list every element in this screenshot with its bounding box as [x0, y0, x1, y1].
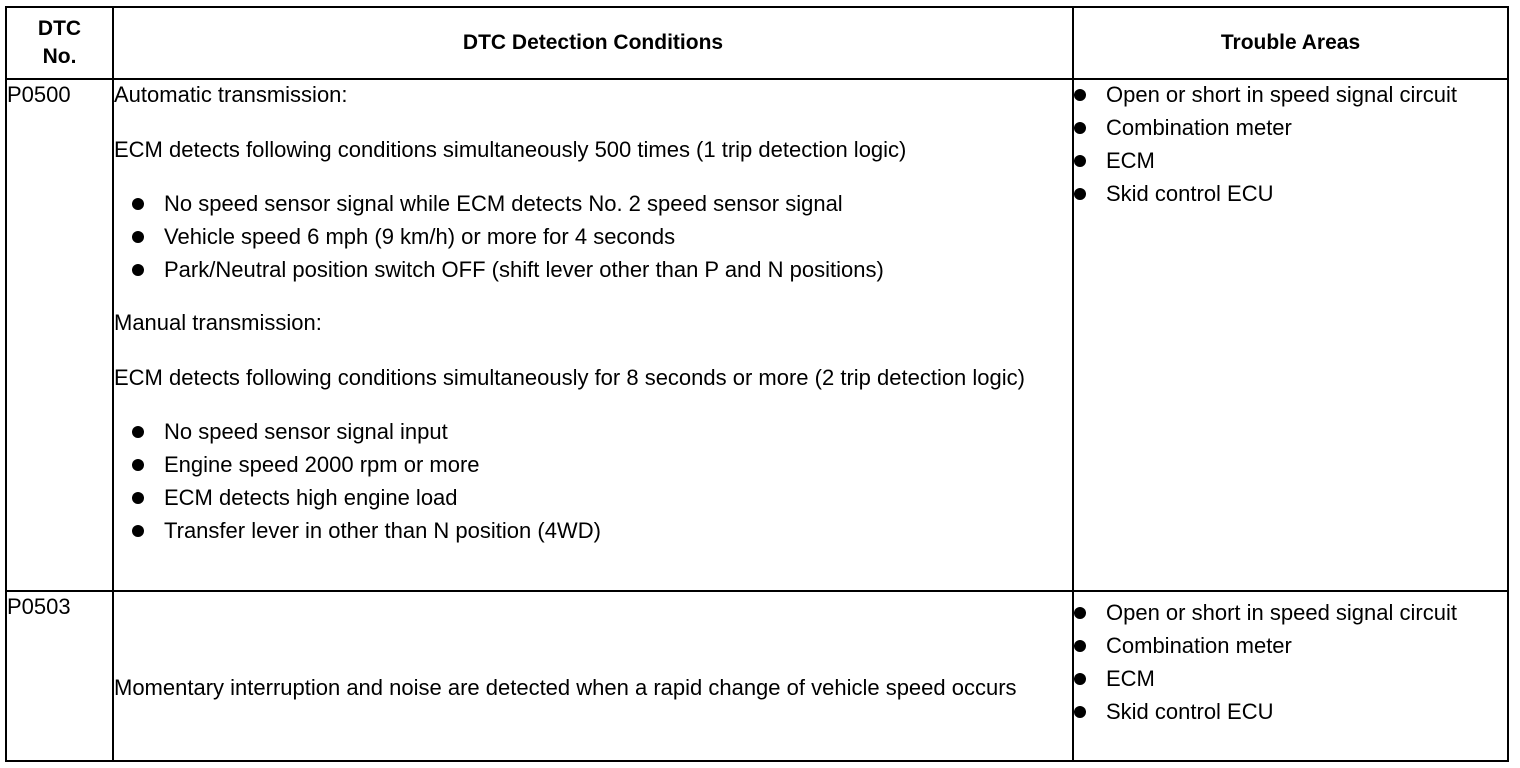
dtc-table	[5, 6, 1509, 762]
dtc-code: P0503	[6, 591, 113, 761]
list-item: No speed sensor signal while ECM detects No. 2 speed sensor signal	[132, 187, 1072, 220]
condition-text: Momentary interruption and noise are detected when a rapid change of vehicle speed occurs	[114, 675, 1017, 700]
header-trouble-areas: Trouble Areas	[1073, 7, 1508, 79]
header-row	[6, 7, 1508, 79]
header-dtc-no	[6, 7, 113, 79]
list-item: ECM	[1074, 664, 1507, 694]
list-item: Transfer lever in other than N position (4WD)	[132, 514, 1072, 547]
trouble-areas-list	[1074, 80, 1507, 209]
automatic-intro: ECM detects following conditions simultaneously 500 times (1 trip detection logic)	[114, 137, 907, 162]
list-item: Open or short in speed signal circuit	[1074, 80, 1507, 110]
list-item: ECM detects high engine load	[132, 481, 1072, 514]
detection-conditions-cell	[113, 591, 1073, 761]
list-item: Skid control ECU	[1074, 697, 1507, 727]
list-item: Skid control ECU	[1074, 179, 1507, 209]
list-item: Combination meter	[1074, 631, 1507, 661]
manual-heading: Manual transmission:	[114, 310, 322, 335]
manual-conditions-list	[132, 415, 1072, 547]
manual-intro: ECM detects following conditions simultaneously for 8 seconds or more (2 trip detection logic)	[114, 365, 1025, 390]
list-item: No speed sensor signal input	[132, 415, 1072, 448]
table-row-p0500	[6, 79, 1508, 591]
detection-conditions-cell	[113, 79, 1073, 591]
list-item: ECM	[1074, 146, 1507, 176]
trouble-areas-cell	[1073, 591, 1508, 761]
list-item: Park/Neutral position switch OFF (shift lever other than P and N positions)	[132, 253, 1072, 286]
header-conditions: DTC Detection Conditions	[113, 7, 1073, 79]
table-row-p0503	[6, 591, 1508, 761]
dtc-code: P0500	[6, 79, 113, 591]
automatic-heading: Automatic transmission:	[114, 82, 348, 107]
automatic-conditions-list	[132, 187, 1072, 286]
trouble-areas-list	[1074, 598, 1507, 727]
header-dtc-no-line2: No.	[42, 45, 77, 68]
list-item: Engine speed 2000 rpm or more	[132, 448, 1072, 481]
list-item: Vehicle speed 6 mph (9 km/h) or more for 4 seconds	[132, 220, 1072, 253]
list-item: Combination meter	[1074, 113, 1507, 143]
header-dtc-no-line1: DTC	[37, 17, 82, 40]
list-item: Open or short in speed signal circuit	[1074, 598, 1507, 628]
trouble-areas-cell	[1073, 79, 1508, 591]
